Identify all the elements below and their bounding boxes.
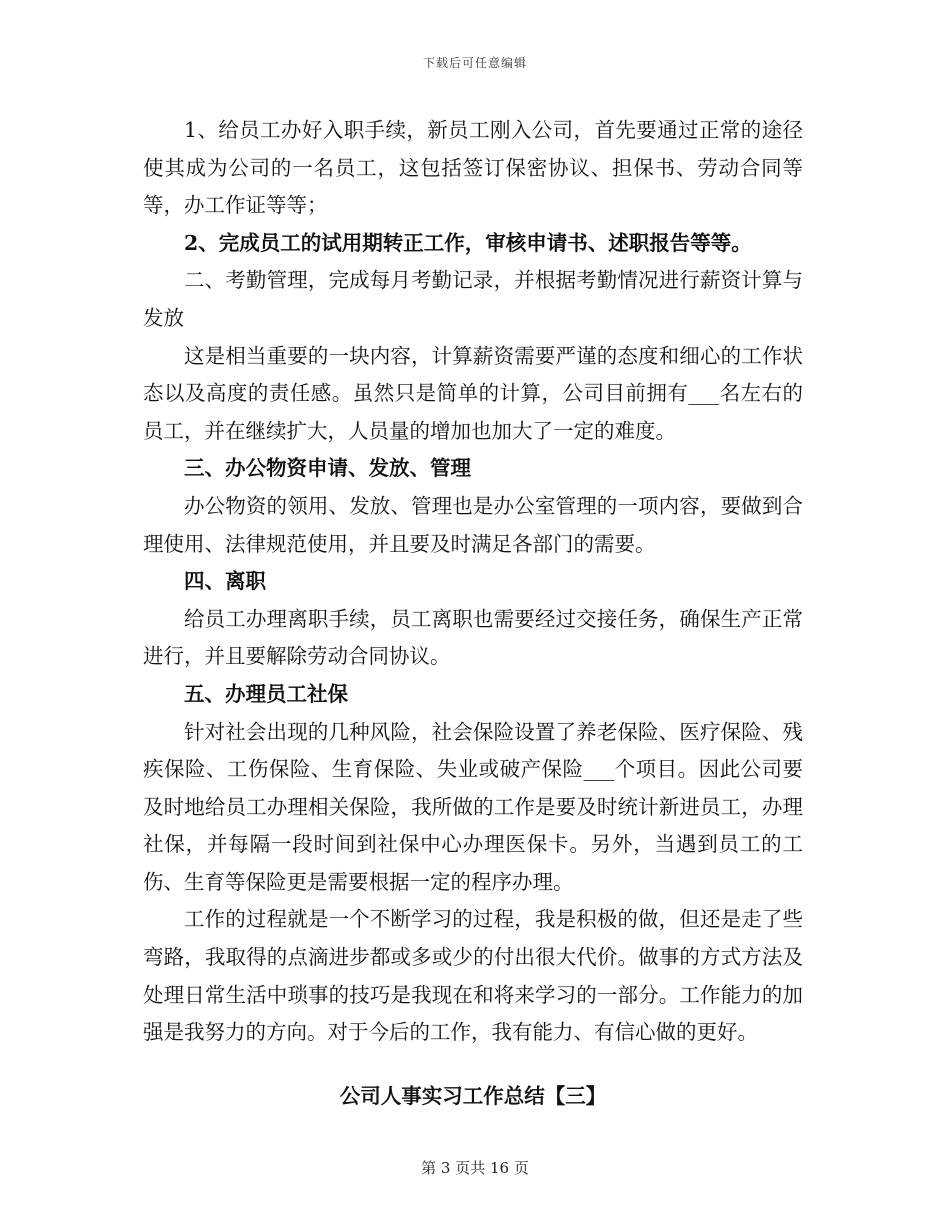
page-header: 下载后可任意编辑: [422, 56, 527, 70]
page-number: 第 3 页共 16 页: [421, 1159, 529, 1177]
paragraph-conclusion: 工作的过程就是一个不断学习的过程，我是积极的做，但还是走了些弯路，我取得的点滴进步都或多或少的付出很大代价。做事的方式方法及处理日常生活中琐事的技巧是我现在和将来学习的一部分。工作能力的加强是我努力的方向。对于今后的工作，我有能力、有信心做的更好。: [143, 907, 803, 1045]
document-body: [143, 112, 803, 1115]
paragraph-probation: 2、完成员工的试用期转正工作，审核申请书、述职报告等等。: [184, 230, 752, 255]
paragraph-social-security: 针对社会出现的几种风险，社会保险设置了养老保险、医疗保险、残疾保险、工伤保险、生育保险、失业或破产保险___个项目。因此公司要及时地给员工办理相关保险，我所做的工作是要及时统计新进员工，办理社保，并每隔一段时间到社保中心办理医保卡。另外，当遇到员工的工伤、生育等保险更是需要根据一定的程序办理。: [143, 719, 803, 894]
section-title: 公司人事实习工作总结【三】: [339, 1083, 607, 1108]
paragraph-resignation: 给员工办理离职手续，员工离职也需要经过交接任务，确保生产正常进行，并且要解除劳动合同协议。: [143, 606, 803, 669]
section-heading-social-security: 五、办理员工社保: [184, 681, 348, 706]
paragraph-onboarding: 1、给员工办好入职手续，新员工刚入公司，首先要通过正常的途径使其成为公司的一名员工，这包括签订保密协议、担保书、劳动合同等等，办工作证等等；: [143, 118, 803, 218]
paragraph-attendance-heading: 二、考勤管理，完成每月考勤记录，并根据考勤情况进行薪资计算与发放: [143, 268, 803, 330]
section-heading-resignation: 四、离职: [184, 569, 266, 594]
paragraph-salary: 这是相当重要的一块内容，计算薪资需要严谨的态度和细心的工作状态以及高度的责任感。虽然只是简单的计算，公司目前拥有___名左右的员工，并在继续扩大，人员量的增加也加大了一定的难度。: [143, 343, 803, 443]
section-heading-office-supplies: 三、办公物资申请、发放、管理: [184, 456, 471, 481]
paragraph-office-supplies: 办公物资的领用、发放、管理也是办公室管理的一项内容，要做到合理使用、法律规范使用，并且要及时满足各部门的需要。: [143, 493, 803, 556]
